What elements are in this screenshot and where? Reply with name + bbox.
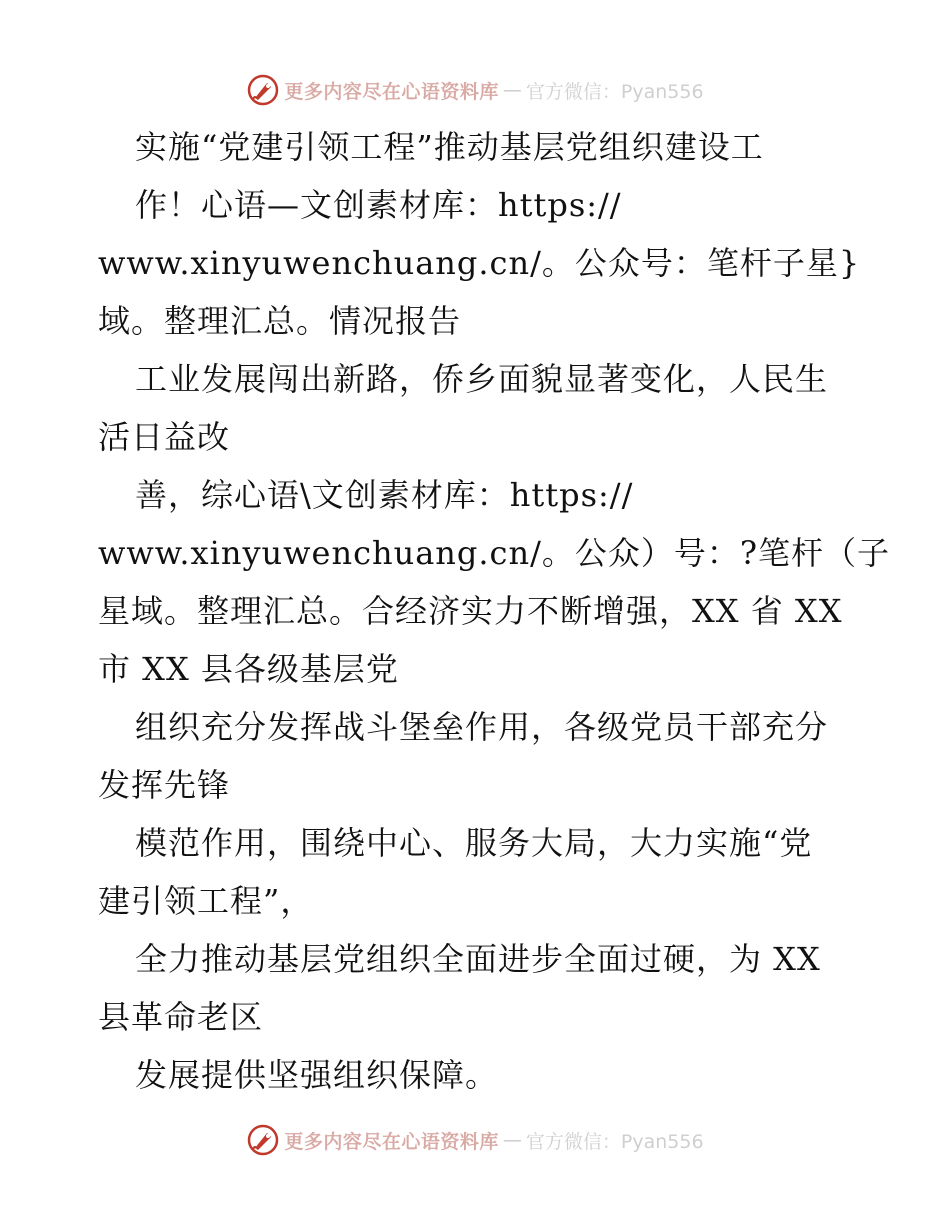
body-line: 组织充分发挥战斗堡垒作用，各级党员干部充分 — [135, 708, 829, 746]
body-line: www.xinyuwenchuang.cn/。公众）号：?笔杆（子 — [98, 534, 891, 572]
body-line: 善，综心语\文创素材库：https:// — [135, 476, 634, 514]
banner-dash: — — [502, 1129, 522, 1151]
body-line: 全力推动基层党组织全面进步全面过硬，为 XX — [135, 940, 821, 978]
banner-slogan: 更多内容尽在心语资料库 — [284, 1130, 499, 1153]
header-banner — [0, 70, 950, 110]
body-line: 模范作用，围绕中心、服务大局，大力实施“党 — [135, 824, 813, 862]
banner-slogan: 更多内容尽在心语资料库 — [284, 80, 499, 103]
footer-banner — [0, 1120, 950, 1160]
body-line: 域。整理汇总。情况报告 — [98, 302, 462, 340]
body-line: 作！心语—文创素材库：https:// — [135, 186, 622, 224]
body-line: 发挥先锋 — [98, 766, 231, 804]
pen-nib-logo-icon — [246, 73, 280, 107]
body-line: 星域。整理汇总。合经济实力不断增强，XX 省 XX — [98, 592, 843, 630]
body-line: 市 XX 县各级基层党 — [98, 650, 399, 688]
body-line: 实施“党建引领工程”推动基层党组织建设工 — [135, 128, 764, 166]
pen-nib-logo-icon — [246, 1123, 280, 1157]
body-line: 建引领工程”， — [98, 882, 314, 920]
banner-contact: 官方微信：Pyan556 — [525, 80, 704, 103]
body-line: 发展提供坚强组织保障。 — [135, 1056, 499, 1094]
body-line: www.xinyuwenchuang.cn/。公众号：笔杆子星} — [98, 244, 861, 282]
banner-dash: — — [502, 79, 522, 101]
body-line: 工业发展闯出新路，侨乡面貌显著变化，人民生 — [135, 360, 829, 398]
banner-contact: 官方微信：Pyan556 — [525, 1130, 704, 1153]
body-line: 活日益改 — [98, 418, 231, 456]
body-line: 县革命老区 — [98, 998, 264, 1036]
